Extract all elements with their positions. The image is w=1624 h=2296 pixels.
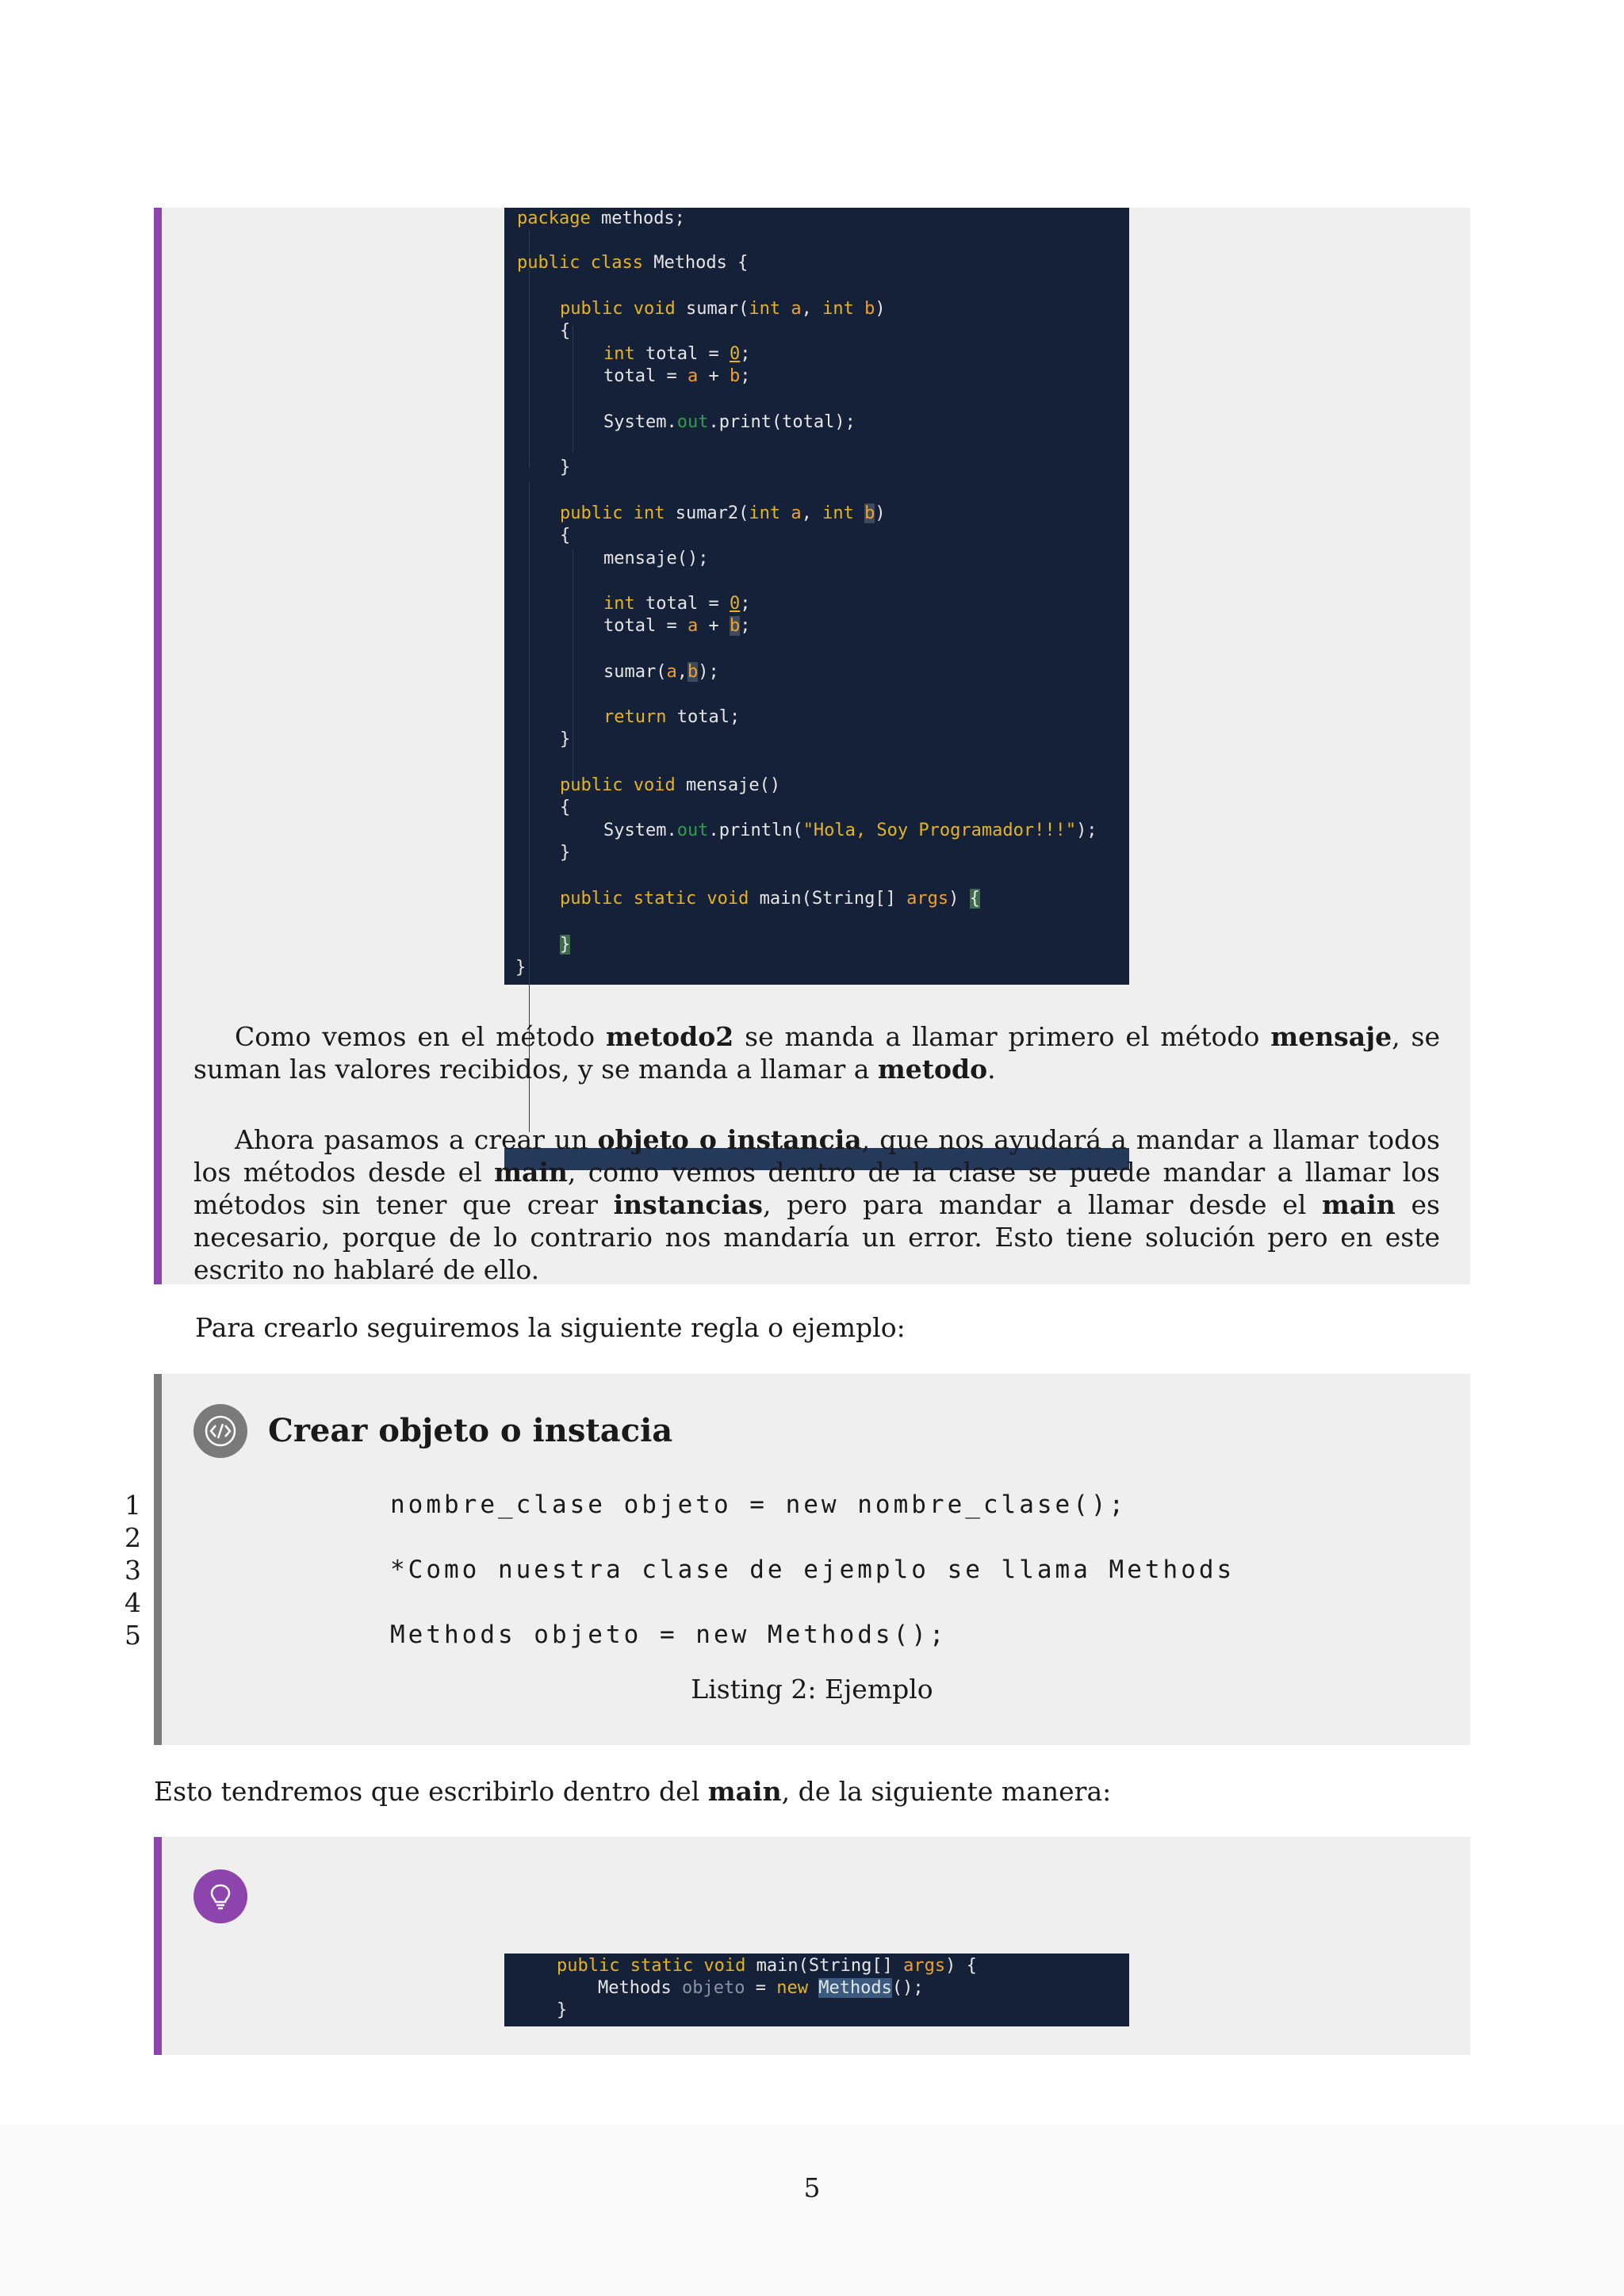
string: "Hola, Soy Programador!!!" [802,821,1077,840]
code-line [517,208,685,230]
box-title: Crear objeto o instacia [268,1412,673,1449]
code-text: .print(total); [708,412,856,432]
code-text: ); [1076,821,1097,840]
brace: { [969,889,980,909]
code-line [560,888,980,910]
keyword: public void [560,299,676,319]
code-text: total = [603,366,688,386]
code-text: + [698,366,730,386]
code-text: (); [891,1978,924,1998]
code-text: System. [603,821,677,840]
code-line: mensaje(); [603,549,709,568]
text: Esto tendremos que escribirlo dentro del [154,1776,708,1807]
code-icon [203,1414,238,1448]
code-text: ; [740,344,751,364]
code-text [808,1978,818,1998]
number: 0 [729,344,741,364]
text: . [987,1054,996,1085]
code-line [560,503,886,525]
code-text: mensaje() [675,775,781,795]
code-line: } [560,457,571,477]
bold-text: instancias [613,1189,763,1220]
code-screenshot [504,208,1129,985]
page-number: 5 [803,2172,821,2203]
text: , se suman las valores recibidos, y se manda a llamar a [193,1021,1440,1085]
keyword: public void [560,775,676,795]
listing-line: Methods objeto = new Methods(); [390,1621,948,1649]
code-text: System. [603,412,677,432]
keyword: return [603,707,667,727]
code-text: total; [666,707,741,727]
code-line [560,934,570,956]
keyword: public static void [557,1956,746,1976]
code-text: ); [698,662,719,682]
code-line [603,593,750,615]
line-number: 5 [124,1620,141,1651]
code-line [557,1955,977,1977]
param: args [903,1956,946,1976]
text: Como vemos en el método [235,1021,606,1052]
code-screenshot [504,1954,1129,2026]
code-text: ) [948,889,970,909]
field: out [676,412,709,432]
accent-bar [154,208,162,1284]
param: args [906,889,949,909]
code-text: ) [875,299,886,319]
keyword: package [517,209,591,228]
code-text: Methods { [642,253,749,273]
code-text: , [801,503,823,523]
keyword: int [603,344,635,364]
paragraph [154,1775,1111,1808]
listing-line: nombre_clase objeto = new nombre_clase(); [390,1490,1128,1519]
param: b [864,503,875,523]
param: b [853,299,875,319]
param: a [687,616,699,636]
code-line [603,661,719,683]
code-line: } [515,958,527,978]
code-line: { [560,321,571,341]
param: b [687,662,699,682]
paragraph: Para crearlo seguiremos la siguiente regla o ejemplo: [195,1312,906,1343]
brace: } [560,935,571,955]
code-line [560,775,780,797]
param: a [780,503,802,523]
lightbulb-icon [205,1881,236,1912]
code-line [560,298,886,320]
param: a [687,366,699,386]
param: a [666,662,677,682]
line-number: 4 [124,1587,141,1618]
keyword: new [776,1978,808,1998]
bold-text: main [494,1157,568,1188]
code-text: main(String[] [749,889,907,909]
keyword: int [603,594,635,614]
code-line: } [557,2000,568,2020]
code-line: } [560,729,571,749]
code-text: = [745,1978,777,1998]
text: se manda a llamar primero el método [733,1021,1271,1052]
text: Ahora pasamos a crear un [235,1124,598,1155]
code-text: ; [740,594,751,614]
code-text: sumar( [603,662,667,682]
class-name: Methods [818,1978,892,1998]
code-text: .println( [708,821,803,840]
listing-caption: Listing 2: Ejemplo [691,1674,933,1705]
code-line [598,1977,924,1999]
code-icon [193,1404,247,1458]
code-line [603,411,856,434]
line-number: 1 [124,1490,141,1521]
code-line: { [560,526,571,545]
paragraph [193,1123,1440,1286]
bold-text: mensaje [1270,1021,1392,1052]
code-text: Methods [598,1978,682,1998]
param: b [729,616,741,636]
number: 0 [729,594,741,614]
code-line [603,706,740,729]
text: , de la siguiente manera: [781,1776,1112,1807]
field: out [676,821,709,840]
param: b [729,366,741,386]
bold-text: main [707,1776,782,1807]
text: es necesario, porque de lo contrario nos mandaría un error. Esto tiene solución pero en este escrito no hablaré de ello. [193,1189,1440,1285]
code-text: total = [634,344,730,364]
code-text: ; [740,366,751,386]
code-text: , [676,662,688,682]
variable: objeto [681,1978,745,1998]
listing-line: *Como nuestra clase de ejemplo se llama Methods [390,1556,1235,1584]
code-line [603,365,750,388]
code-line [517,252,748,274]
code-text: + [698,616,730,636]
text: , como vemos dentro de la clase se puede mandar a llamar los métodos sin tener que crear [193,1157,1440,1220]
code-text: ) { [945,1956,977,1976]
line-number: 3 [124,1555,141,1586]
keyword: int [749,503,781,523]
code-text: methods; [590,209,685,228]
keyword: int [749,299,781,319]
code-text: , [801,299,823,319]
param: a [780,299,802,319]
code-text: sumar2( [665,503,749,523]
line-number: 2 [124,1522,141,1553]
code-text: sumar( [675,299,749,319]
code-text: ; [740,616,751,636]
text: , que nos ayudará a mandar a llamar todos los métodos desde el [193,1124,1440,1188]
bold-text: metodo [877,1054,988,1085]
code-line [603,820,1097,842]
page-footer-area [0,2125,1624,2296]
code-line [603,343,750,365]
code-text: total = [634,594,730,614]
keyword: int [822,503,854,523]
bold-text: metodo2 [606,1021,734,1052]
code-line: { [560,798,571,817]
code-line: } [560,843,571,863]
paragraph [193,1020,1440,1085]
keyword: public static void [560,889,749,909]
keyword: public class [517,253,643,273]
code-text: ) [875,503,886,523]
text: , pero para mandar a llamar desde el [762,1189,1322,1220]
bold-text: objeto o instancia [597,1124,862,1155]
keyword: public int [560,503,665,523]
lightbulb-icon [193,1869,247,1923]
accent-bar [154,1837,162,2055]
keyword: int [822,299,854,319]
bold-text: main [1321,1189,1396,1220]
code-text: total = [603,616,688,636]
code-text: main(String[] [745,1956,904,1976]
code-line [603,615,750,637]
